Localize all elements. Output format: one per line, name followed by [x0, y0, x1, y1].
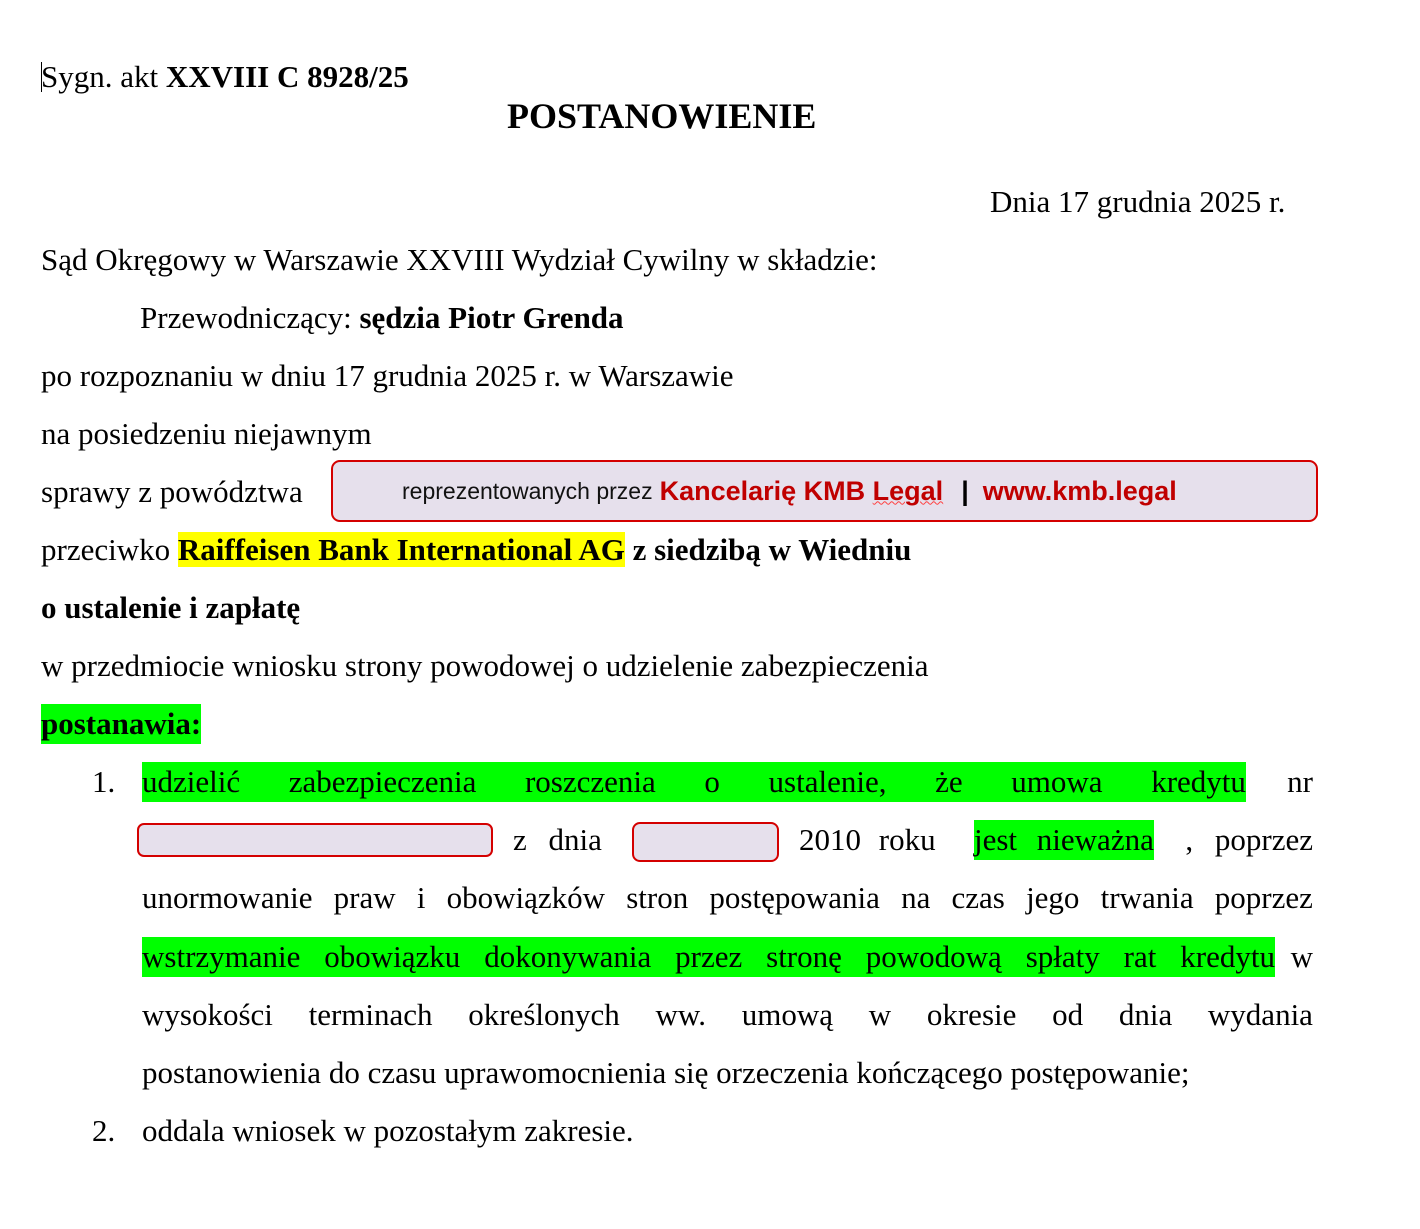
case-subject: o ustalenie i zapłatę	[41, 590, 301, 625]
word: umową	[741, 997, 834, 1032]
word: obowiązków	[446, 880, 606, 915]
word: kredytu	[1151, 764, 1246, 799]
item-1-date-label: z dnia	[513, 822, 602, 857]
word: i	[416, 880, 426, 915]
word: udzielić	[142, 764, 241, 799]
word: umowa	[1011, 764, 1103, 799]
item-1-line-6: postanowienia do czasu uprawomocnienia się orzeczenia kończącego postępowanie;	[142, 1055, 1190, 1090]
word: o	[704, 764, 720, 799]
word: wydania	[1207, 997, 1313, 1032]
word: stron	[626, 880, 689, 915]
item-1-line-5	[142, 995, 1313, 1035]
redacted-contract-number	[137, 823, 493, 857]
item-1-line-3	[142, 878, 1313, 918]
word: roszczenia	[524, 764, 656, 799]
document-title: POSTANOWIENIE	[507, 96, 817, 136]
banner-website[interactable]: www.kmb.legal	[982, 475, 1177, 506]
word: od	[1052, 997, 1084, 1032]
presiding-name: sędzia Piotr Grenda	[359, 300, 624, 335]
defendant-name: Raiffeisen Bank International AG	[177, 532, 625, 567]
item-2-number: 2.	[92, 1113, 116, 1148]
word: ustalenie,	[768, 764, 887, 799]
case-signature-number: XXVIII C 8928/25	[165, 59, 409, 94]
redacted-contract-date	[632, 822, 779, 862]
case-signature-prefix: Sygn. akt	[41, 59, 166, 94]
motion-matter: w przedmiocie wniosku strony powodowej o udzielenie zabezpieczenia	[41, 648, 929, 683]
item-1-line-4	[142, 937, 1313, 977]
word: terminach	[308, 997, 433, 1032]
word: okresie	[926, 997, 1017, 1032]
word: wstrzymanie	[142, 939, 301, 974]
word: postępowania	[709, 880, 880, 915]
word: czas	[951, 880, 1005, 915]
word: spłaty	[1025, 939, 1100, 974]
word: dnia	[1118, 997, 1173, 1032]
session-type: na posiedzeniu niejawnym	[41, 416, 372, 451]
word: w	[1290, 939, 1313, 974]
word: poprzez	[1214, 880, 1313, 915]
word: kredytu	[1180, 939, 1275, 974]
defendant-label: przeciwko	[41, 532, 178, 567]
ruling-word: postanawia:	[41, 704, 201, 744]
ruling-date: Dnia 17 grudnia 2025 r.	[990, 184, 1286, 219]
item-2-text: oddala wniosek w pozostałym zakresie.	[142, 1113, 634, 1148]
word: powodową	[865, 939, 1002, 974]
word: unormowanie	[142, 880, 313, 915]
presiding-label: Przewodniczący:	[140, 300, 360, 335]
item-1-line-2-tail: , poprzez	[1185, 822, 1313, 857]
banner-separator: |	[961, 475, 969, 506]
item-1-line-1	[142, 762, 1313, 802]
presiding-judge	[140, 298, 624, 338]
case-signature	[41, 57, 409, 97]
word: na	[901, 880, 931, 915]
banner-firm-end: Legal	[872, 475, 944, 506]
word: rat	[1123, 939, 1157, 974]
item-1-highlight-1	[142, 762, 1246, 802]
law-firm-banner	[331, 460, 1318, 522]
word: dokonywania	[484, 939, 652, 974]
item-1-highlight-2: jest nieważna	[974, 820, 1154, 860]
banner-firm-start: Kancelarię KMB	[659, 475, 873, 506]
word: w	[868, 997, 892, 1032]
hearing-info: po rozpoznaniu w dniu 17 grudnia 2025 r. w Warszawie	[41, 358, 734, 393]
item-1-highlight-3	[142, 937, 1275, 977]
banner-firm	[660, 476, 944, 507]
item-1-line-2-end	[974, 820, 1313, 860]
plaintiff-label: sprawy z powództwa	[41, 474, 303, 509]
word: nr	[1287, 764, 1313, 799]
word: określonych	[468, 997, 620, 1032]
court-name: Sąd Okręgowy w Warszawie XXVIII Wydział Cywilny w składzie:	[41, 242, 878, 277]
item-1-year: 2010 roku	[799, 822, 936, 857]
word: że	[935, 764, 963, 799]
defendant-seat: z siedzibą w Wiedniu	[624, 532, 912, 567]
word: ww.	[655, 997, 707, 1032]
word: stronę	[766, 939, 842, 974]
word: jego	[1026, 880, 1080, 915]
word: zabezpieczenia	[288, 764, 477, 799]
item-1-number: 1.	[92, 764, 116, 799]
word: przez	[675, 939, 743, 974]
defendant-line	[41, 530, 911, 570]
word: obowiązku	[324, 939, 461, 974]
word: trwania	[1100, 880, 1194, 915]
banner-prefix: reprezentowanych przez	[402, 477, 653, 504]
word: wysokości	[142, 997, 273, 1032]
word: praw	[333, 880, 396, 915]
